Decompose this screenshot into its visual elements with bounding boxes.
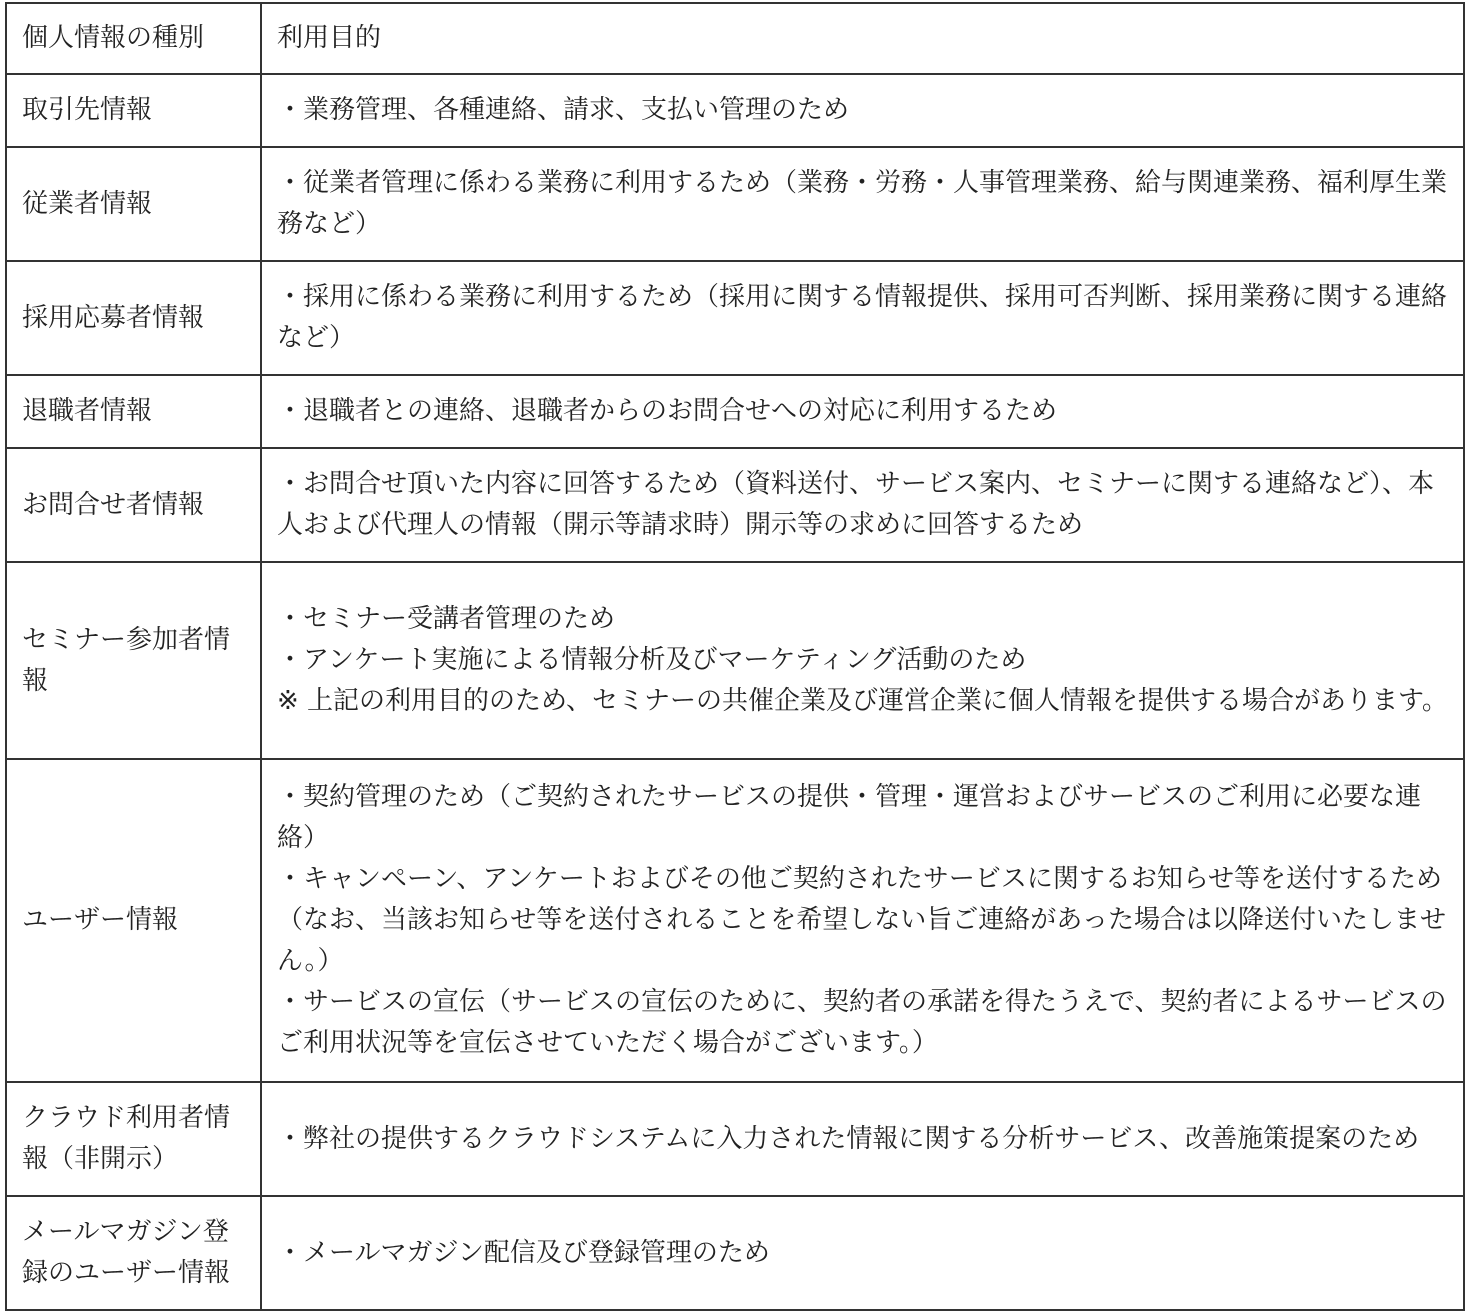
type-cell: 採用応募者情報 [6, 261, 261, 375]
purpose-line: ・お問合せ頂いた内容に回答するため（資料送付、サービス案内、セミナーに関する連絡など）、本人および代理人の情報（開示等請求時）開示等の求めに回答するため [277, 469, 1435, 540]
purpose-cell [261, 562, 1464, 759]
type-cell: 従業者情報 [6, 147, 261, 261]
purpose-table [5, 2, 1465, 1311]
purpose-cell [261, 1196, 1464, 1310]
purpose-cell [261, 261, 1464, 375]
type-cell: 取引先情報 [6, 74, 261, 147]
purpose-cell [261, 1082, 1464, 1196]
type-cell: メールマガジン登録のユーザー情報 [6, 1196, 261, 1310]
type-cell: お問合せ者情報 [6, 448, 261, 562]
purpose-line: ・業務管理、各種連絡、請求、支払い管理のため [277, 95, 850, 125]
type-cell: クラウド利用者情報（非開示） [6, 1082, 261, 1196]
table-row [6, 562, 1464, 759]
purpose-line: ・アンケート実施による情報分析及びマーケティング活動のため [277, 645, 1027, 675]
type-cell: ユーザー情報 [6, 759, 261, 1082]
table-header-row [6, 3, 1464, 74]
table-row [6, 74, 1464, 147]
purpose-note: ※ 上記の利用目的のため、セミナーの共催企業及び運営企業に個人情報を提供する場合があります。 [277, 686, 1448, 716]
purpose-line: ・メールマガジン配信及び登録管理のため [277, 1237, 770, 1268]
purpose-cell [261, 448, 1464, 562]
purpose-line: ・退職者との連絡、退職者からのお問合せへの対応に利用するため [277, 396, 1058, 426]
purpose-cell [261, 74, 1464, 147]
type-cell: セミナー参加者情報 [6, 562, 261, 759]
table-row [6, 1082, 1464, 1196]
purpose-line: ・採用に係わる業務に利用するため（採用に関する情報提供、採用可否判断、採用業務に関する連絡など） [277, 282, 1448, 353]
purpose-line: ・従業者管理に係わる業務に利用するため（業務・労務・人事管理業務、給与関連業務、福利厚生業務など） [277, 168, 1448, 239]
type-cell: 退職者情報 [6, 375, 261, 448]
table-row [6, 448, 1464, 562]
purpose-line: ・キャンペーン、アンケートおよびその他ご契約されたサービスに関するお知らせ等を送付するため（なお、当該お知らせ等を送付されることを希望しない旨ご連絡があった場合は以降送付いたしません。） [277, 864, 1446, 976]
table-row [6, 375, 1464, 448]
table-row [6, 147, 1464, 261]
purpose-cell [261, 759, 1464, 1082]
header-type-cell: 個人情報の種別 [6, 3, 261, 74]
table-row [6, 759, 1464, 1082]
table-row [6, 1196, 1464, 1310]
table-row [6, 261, 1464, 375]
purpose-line: ・弊社の提供するクラウドシステムに入力された情報に関する分析サービス、改善施策提案のため [277, 1123, 1420, 1154]
purpose-cell [261, 375, 1464, 448]
header-purpose-cell: 利用目的 [261, 3, 1464, 74]
purpose-line: ・サービスの宣伝（サービスの宣伝のために、契約者の承諾を得たうえで、契約者によるサービスのご利用状況等を宣伝させていただく場合がございます。） [277, 987, 1447, 1058]
purpose-line: ・セミナー受講者管理のため [277, 604, 616, 634]
purpose-line: ・契約管理のため（ご契約されたサービスの提供・管理・運営およびサービスのご利用に必要な連絡） [277, 782, 1422, 853]
purpose-cell [261, 147, 1464, 261]
